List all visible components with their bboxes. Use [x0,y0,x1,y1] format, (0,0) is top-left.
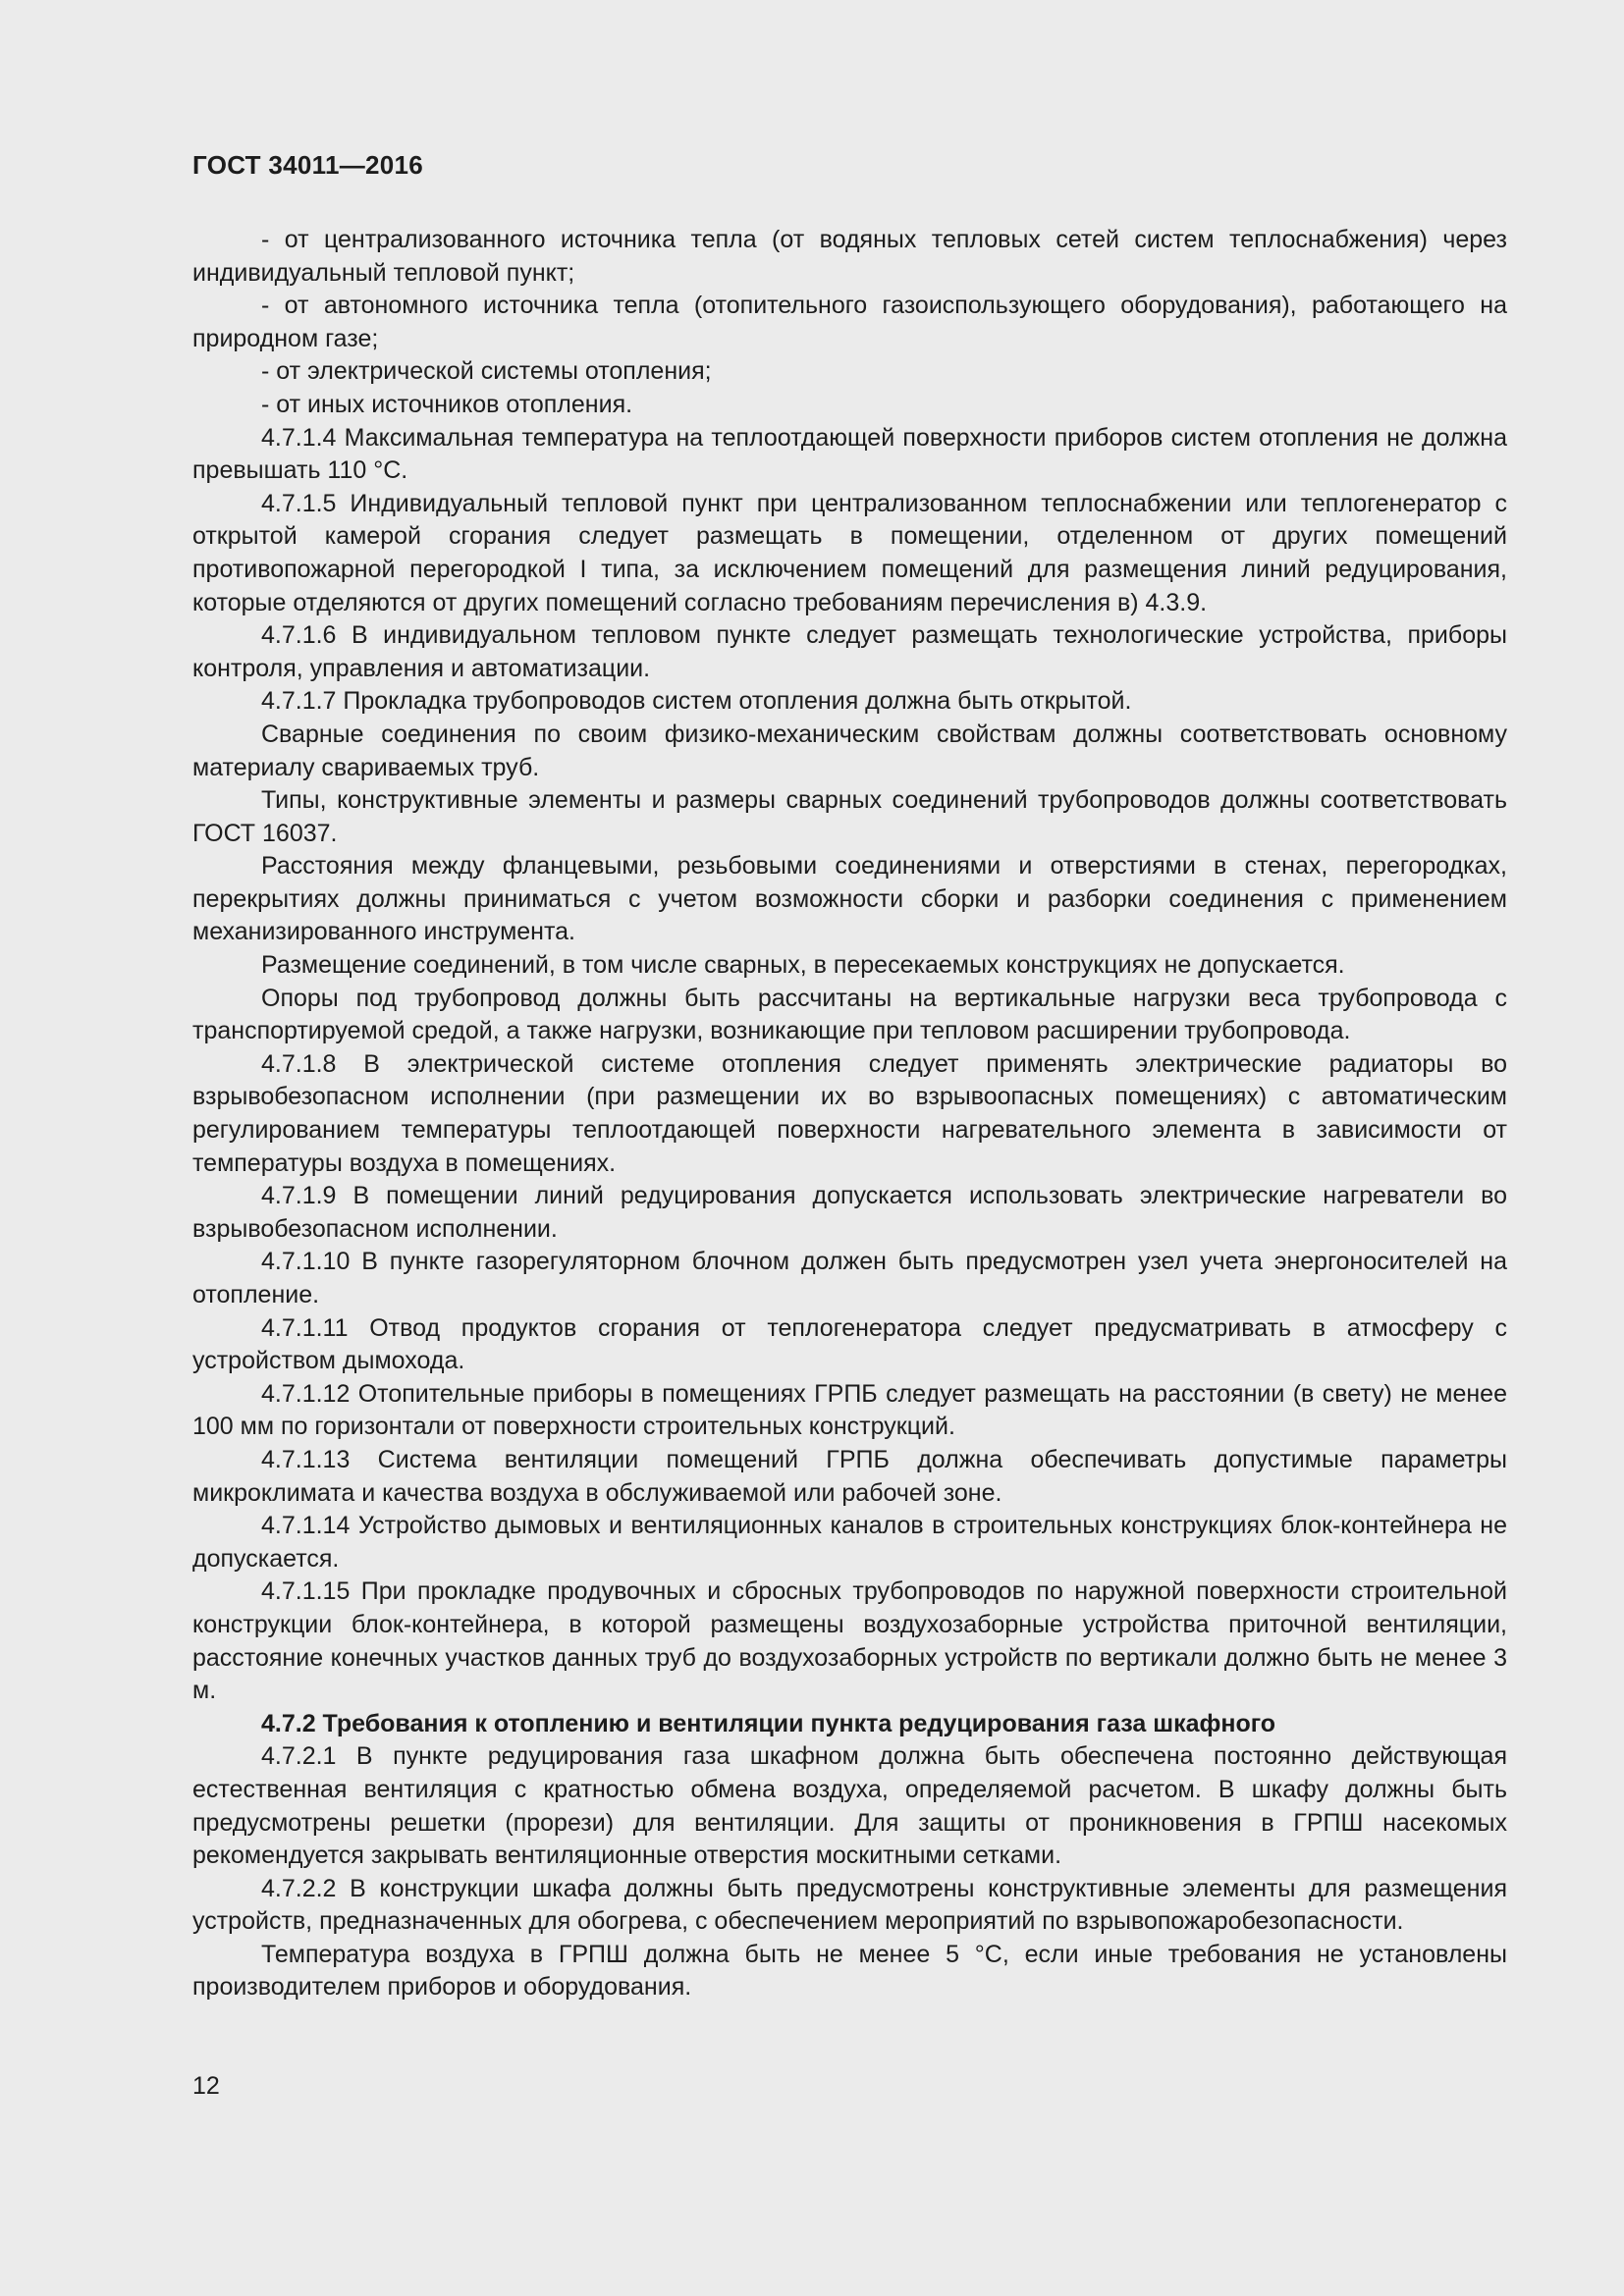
paragraph: Сварные соединения по своим физико-механическим свойствам должны соответствовать основному материалу свариваемых труб. [192,720,1507,781]
page-number: 12 [192,2072,220,2100]
paragraph: 4.7.1.14 Устройство дымовых и вентиляционных каналов в строительных конструкциях блок-контейнера не допускается. [192,1512,1507,1573]
section-heading: 4.7.2 Требования к отоплению и вентиляции пункта редуцирования газа шкафного [261,1709,1276,1737]
paragraph: 4.7.2.2 В конструкции шкафа должны быть предусмотрены конструктивные элементы для размещения устройств, предназначенных для обогрева, с обеспечением мероприятий по взрывопожаробезопасности. [192,1874,1507,1936]
paragraph: 4.7.1.15 При прокладке продувочных и сбросных трубопроводов по наружной поверхности строительной конструкции блок-контейнера, в которой размещены воздухозаборные устройства приточной вентиляции, расстояние конечных участков данных труб до воздухозаборных устройств по вертикали должно быть не менее 3 м. [192,1577,1507,1705]
paragraph: - от иных источников отопления. [261,390,633,418]
paragraph: 4.7.1.4 Максимальная температура на теплоотдающей поверхности приборов систем отопления не должна превышать 110 °С. [192,423,1507,485]
paragraph: Расстояния между фланцевыми, резьбовыми соединениями и отверстиями в стенах, перегородках, перекрытиях должны приниматься с учетом возможности сборки и разборки соединения с применением механизированного инструмента. [192,852,1507,946]
paragraph: - от автономного источника тепла (отопительного газоиспользующего оборудования), работающего на природном газе; [192,292,1507,352]
paragraph: 4.7.1.6 В индивидуальном тепловом пункте следует размещать технологические устройства, приборы контроля, управления и автоматизации. [192,621,1507,682]
paragraph: 4.7.1.5 Индивидуальный тепловой пункт при централизованном теплоснабжении или теплогенератор с открытой камерой сгорания следует размещать в помещении, отделенном от других помещений противопожарной перегородкой I типа, за исключением помещений для размещения линий редуцирования, которые отделяются от других помещений согласно требованиям перечисления в) 4.3.9. [192,489,1507,616]
paragraph: 4.7.2.1 В пункте редуцирования газа шкафном должна быть обеспечена постоянно действующая естественная вентиляция с кратностью обмена воздуха, определяемой расчетом. В шкафу должны быть предусмотрены решетки (прорези) для вентиляции. Для защиты от проникновения в ГРПШ насекомых рекомендуется закрывать вентиляционные отверстия москитными сетками. [192,1742,1507,1870]
paragraph: Температура воздуха в ГРПШ должна быть не менее 5 °С, если иные требования не установлены производителем приборов и оборудования. [192,1940,1507,2002]
paragraph: 4.7.1.13 Система вентиляции помещений ГРПБ должна обеспечивать допустимые параметры микроклимата и качества воздуха в обслуживаемой или рабочей зоне. [192,1445,1507,1507]
paragraph: Опоры под трубопровод должны быть рассчитаны на вертикальные нагрузки веса трубопровода с транспортируемой средой, а также нагрузки, возникающие при тепловом расширении трубопровода. [192,984,1507,1045]
paragraph: Типы, конструктивные элементы и размеры сварных соединений трубопроводов должны соответствовать ГОСТ 16037. [192,786,1507,847]
paragraph: 4.7.1.12 Отопительные приборы в помещениях ГРПБ следует размещать на расстоянии (в свету) не менее 100 мм по горизонтали от поверхности строительных конструкций. [192,1379,1507,1441]
paragraph: 4.7.1.10 В пункте газорегуляторном блочном должен быть предусмотрен узел учета энергоносителей на отопление. [192,1248,1507,1308]
paragraph: 4.7.1.11 Отвод продуктов сгорания от теплогенератора следует предусматривать в атмосферу с устройством дымохода. [192,1313,1507,1375]
paragraph: 4.7.1.8 В электрической системе отопления следует применять электрические радиаторы во взрывобезопасном исполнении (при размещении их во взрывоопасных помещениях) с автоматическим регулированием температуры теплоотдающей поверхности нагревательного элемента в зависимости от температуры воздуха в помещениях. [192,1049,1507,1177]
document-body [192,224,1507,2004]
paragraph: 4.7.1.7 Прокладка трубопроводов систем отопления должна быть открытой. [261,687,1132,716]
paragraph: - от электрической системы отопления; [261,357,712,386]
paragraph: Размещение соединений, в том числе сварных, в пересекаемых конструкциях не допускается. [261,951,1345,980]
paragraph: - от централизованного источника тепла (от водяных тепловых сетей систем теплоснабжения) через индивидуальный тепловой пункт; [192,226,1507,287]
paragraph: 4.7.1.9 В помещении линий редуцирования допускается использовать электрические нагреватели во взрывобезопасном исполнении. [192,1182,1507,1243]
document-code-header: ГОСТ 34011—2016 [192,150,424,180]
